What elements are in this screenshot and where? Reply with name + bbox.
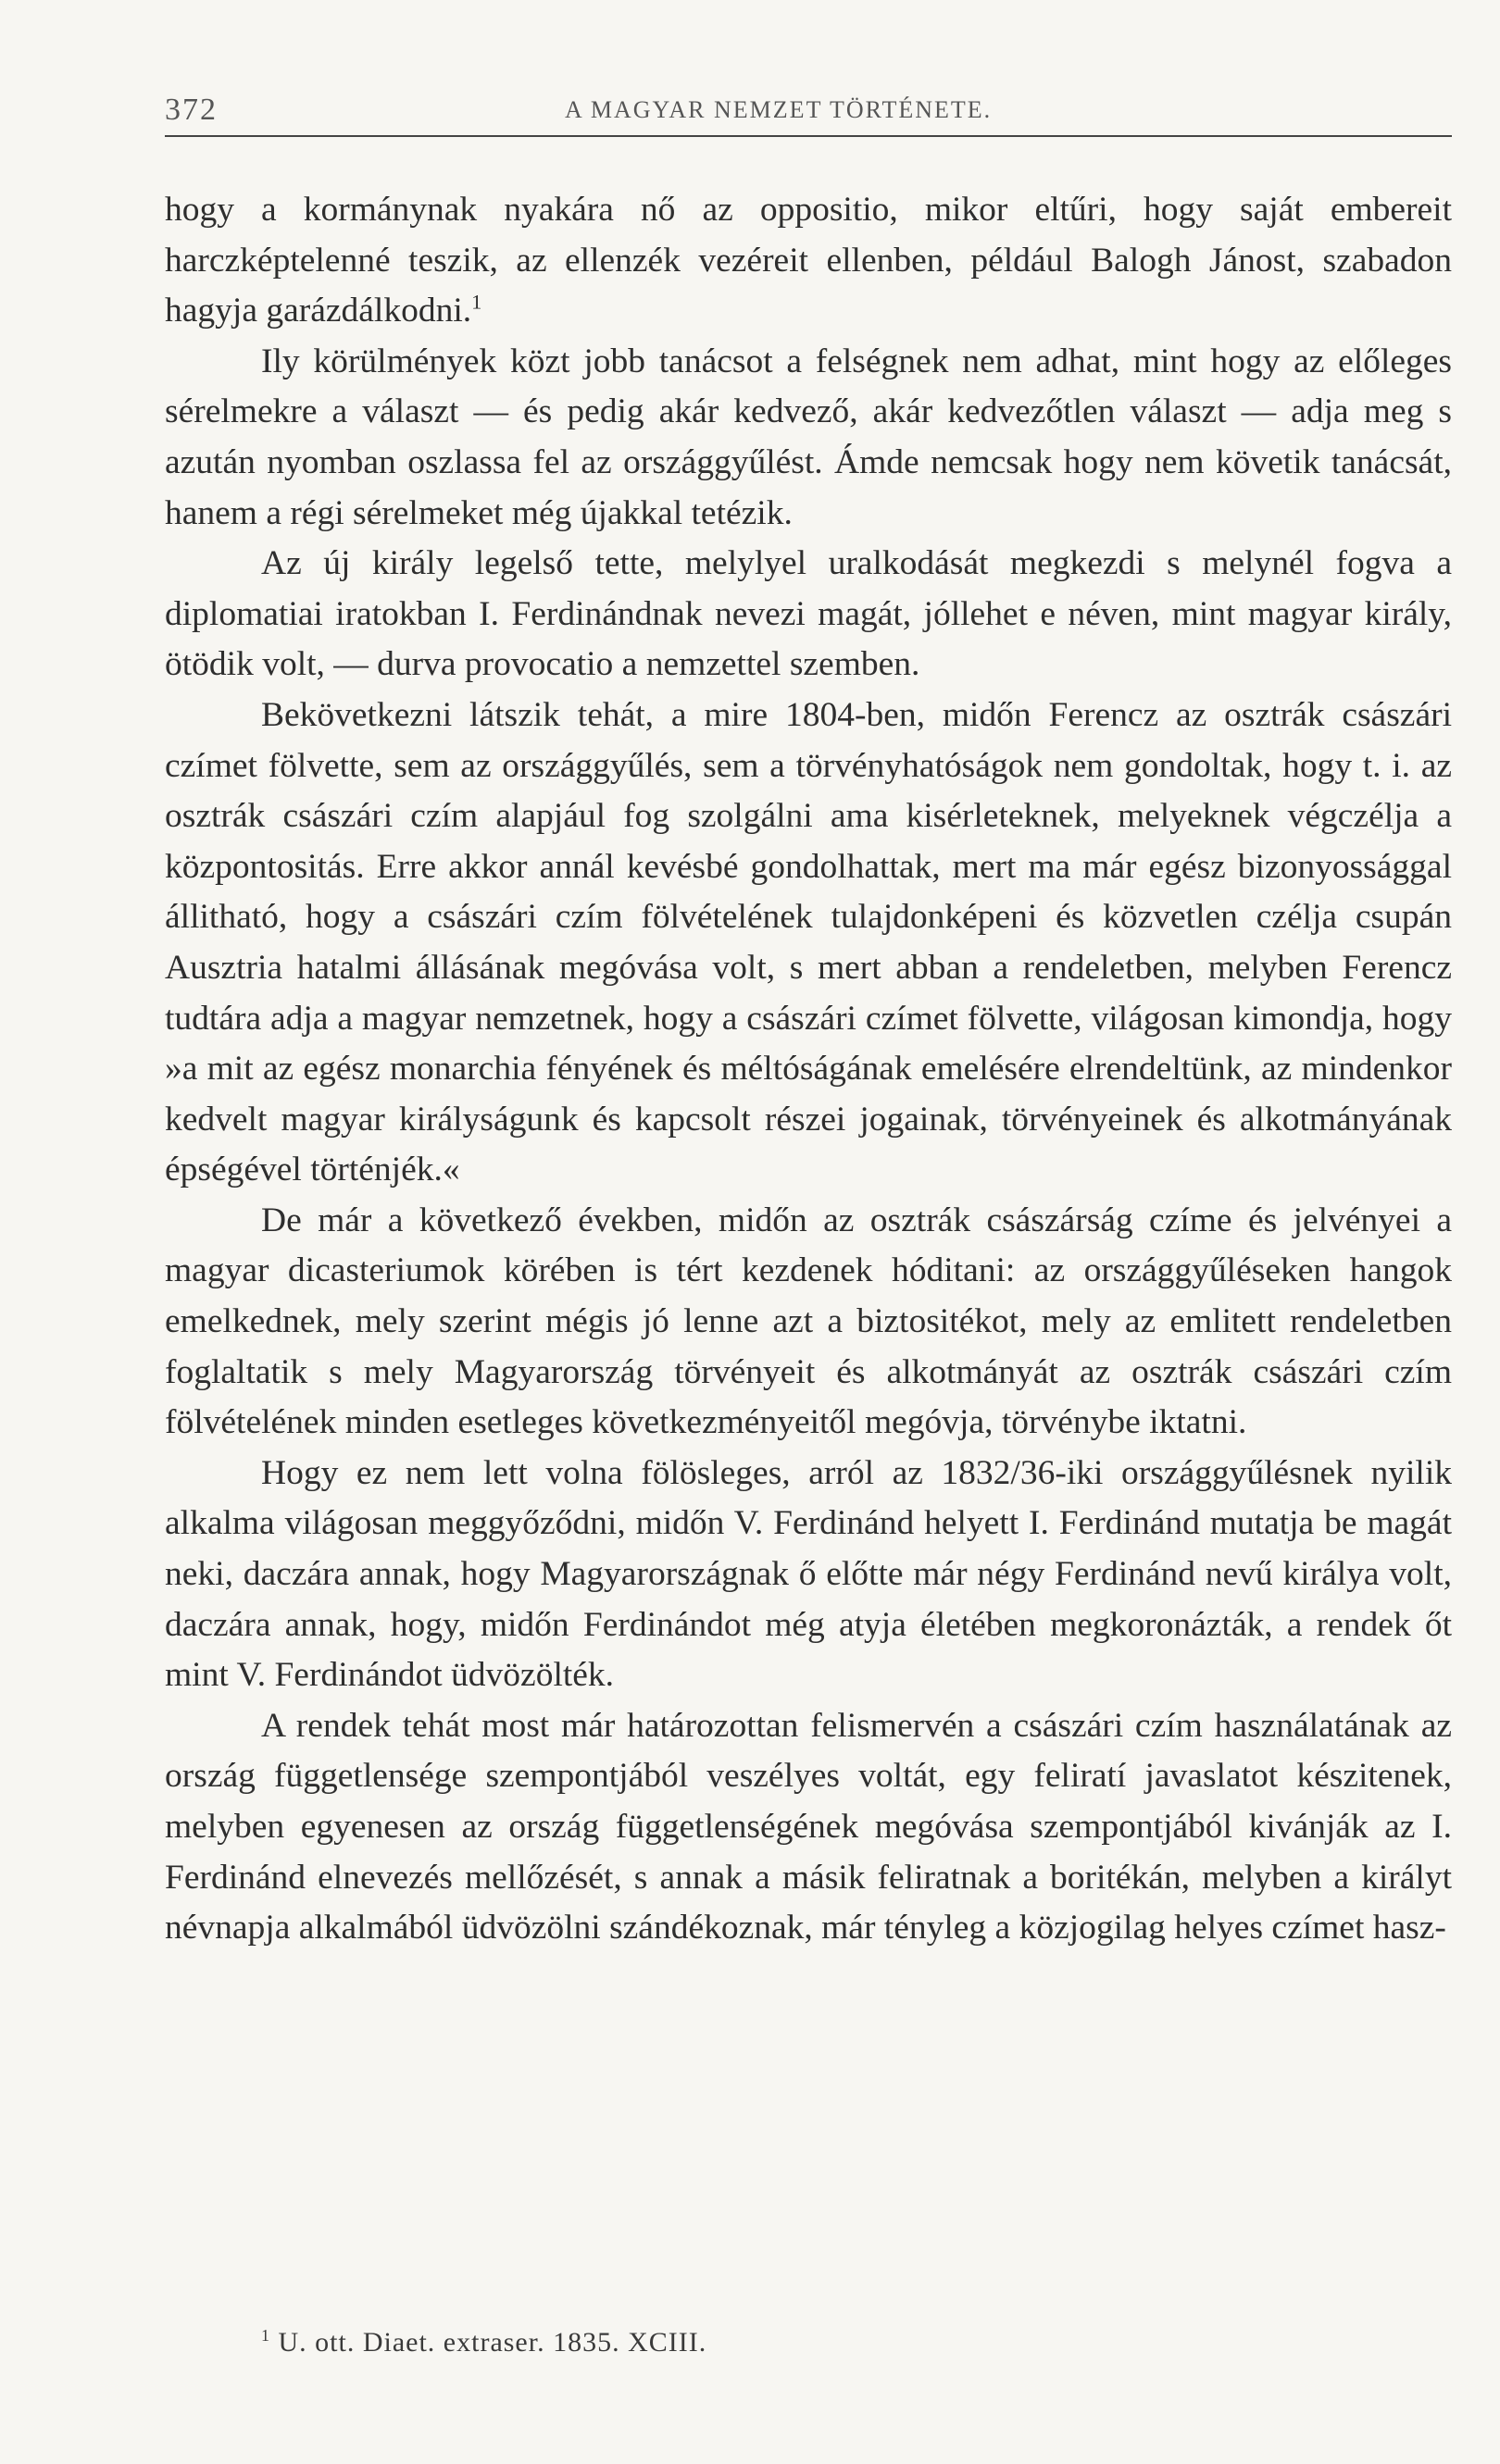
page-header (165, 89, 1452, 135)
paragraph-text: hogy a kormánynak nyakára nő az oppositio, mikor eltűri, hogy saját embereit harczképtelenné teszik, az ellenzék vezéreit ellenben, például Balogh Jánost, szabadon hagyja garázdálkodni. (165, 191, 1452, 330)
running-head: A MAGYAR NEMZET TÖRTÉNETE. (565, 96, 993, 123)
paragraph: Az új király legelső tette, melylyel uralkodását megkezdi s melynél fogva a diplomatiai iratokban I. Ferdinándnak nevezi magát, jóllehet e néven, mint magyar király, ötödik volt, — durva provocatio a nemzettel szemben. (165, 544, 1452, 684)
paragraph: Hogy ez nem lett volna fölösleges, arról az 1832/36-iki országgyűlésnek nyilik alkalma világosan meggyőződni, midőn V. Ferdinánd helyett I. Ferdinánd mutatja be magát neki, daczára annak, hogy Magyarországnak ő előtte már négy Ferdinánd nevű királya volt, daczára annak, hogy, midőn Ferdinándot még atyja életében megkoronázták, a rendek őt mint V. Ferdinándot üdvözölték. (165, 1453, 1452, 1695)
page-number: 372 (165, 93, 218, 127)
footnote (261, 2327, 706, 2358)
body-text (165, 185, 1452, 1954)
paragraph: De már a következő években, midőn az osztrák császárság czíme és jelvényei a magyar dicasteriumok körében is tért kezdenek hóditani: az országgyűléseken hangok emelkednek, mely szerint mégis jó lenne azt a biztositékot, mely az emlitett rendeletben foglaltatik s mely Magyarország törvényeit és alkotmányát az osztrák császári czím fölvételének minden esetleges következményeitől megóvja, törvénybe iktatni. (165, 1201, 1452, 1442)
book-page (165, 0, 1452, 2464)
paragraph: A rendek tehát most már határozottan felismervén a császári czím használatának az ország függetlensége szempontjából veszélyes voltát, egy feliratí javaslatot készitenek, melyben egyenesen az ország függetlenségének megóvása szempontjából kivánják az I. Ferdinánd elnevezés mellőzését, s annak a másik feliratnak a boritékán, melyben a királyt névnapja alkalmából üdvözölni szándékoznak, már tényleg a közjogilag helyes czímet hasz- (165, 1706, 1452, 1948)
footnote-ref: 1 (471, 290, 482, 314)
header-rule (165, 135, 1452, 137)
paragraph: Ily körülmények közt jobb tanácsot a felségnek nem adhat, mint hogy az előleges sérelmekre a választ — és pedig akár kedvező, akár kedvezőtlen választ — adja meg s azután nyomban oszlassa fel az országgyűlést. Ámde nemcsak hogy nem követik tanácsát, hanem a régi sérelmeket még újakkal tetézik. (165, 342, 1452, 532)
footnote-marker: 1 (261, 2326, 270, 2345)
footnote-text: U. ott. Diaet. extraser. 1835. XCIII. (278, 2327, 707, 2358)
paragraph: Bekövetkezni látszik tehát, a mire 1804-ben, midőn Ferencz az osztrák császári czímet fölvette, sem az országgyűlés, sem a törvényhatóságok nem gondoltak, hogy t. i. az osztrák császári czím alapjául fog szolgálni ama kisérleteknek, melyeknek végczélja a központositás. Erre akkor annál kevésbé gondolhattak, mert ma már egész bizonyossággal állitható, hogy a császári czím fölvételének tulajdonképeni és közvetlen czélja csupán Ausztria hatalmi állásának megóvása volt, s mert abban a rendeletben, melyben Ferencz tudtára adja a magyar nemzetnek, hogy a császári czímet fölvette, világosan kimondja, hogy »a mit az egész monarchia fényének és méltóságának emelésére elrendeltünk, az mindenkor kedvelt magyar királyságunk és kapcsolt részei jogainak, törvényeinek és alkotmányának épségével történjék.« (165, 695, 1452, 1189)
paragraph (165, 185, 1452, 337)
